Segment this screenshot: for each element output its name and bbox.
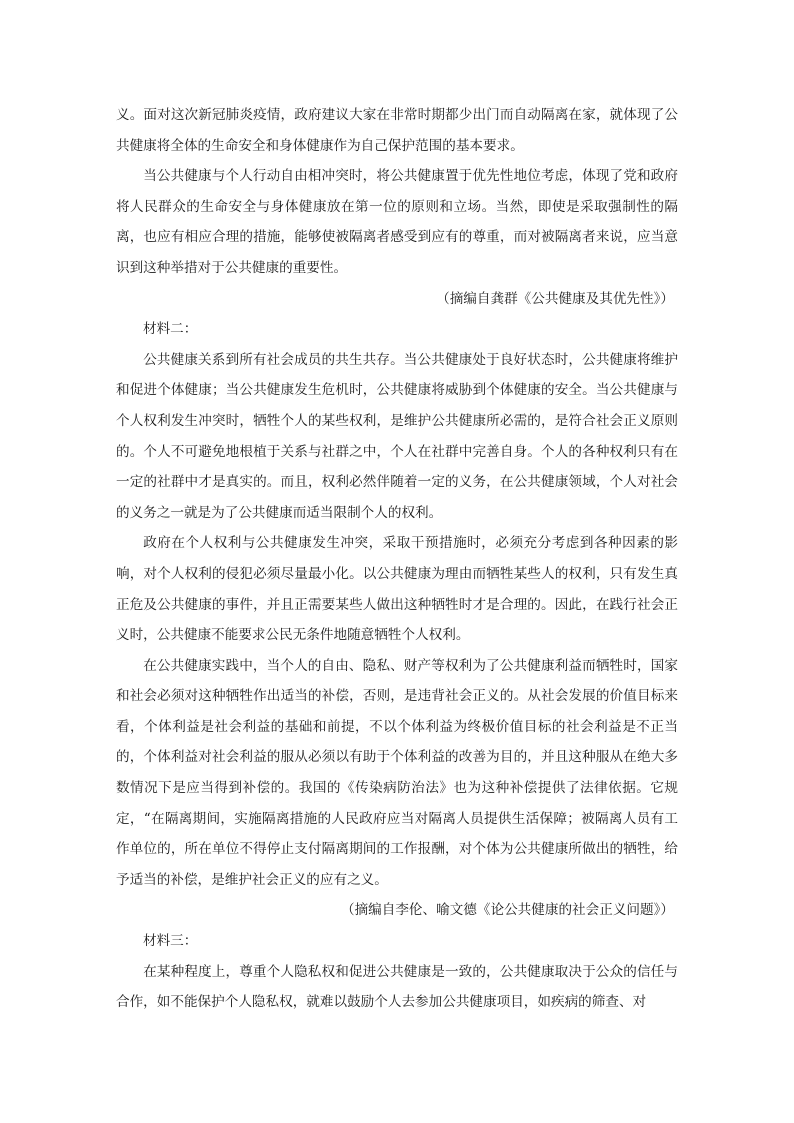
source-citation: （摘编自李伦、喻文德《论公共健康的社会正义问题》）	[340, 902, 674, 919]
material-heading: 材料二：	[143, 321, 198, 338]
paragraph: 公共健康关系到所有社会成员的共生共存。当公共健康处于良好状态时，公共健康将维护和促进个体健康；当公共健康发生危机时，公共健康将威胁到个体健康的安全。当公共健康与个人权利发生冲突时，牺牲个人的某些权利，是维护公共健康所必需的，是符合社会正义原则的。个人不可避免地根植于关系与社群之中，个人在社群中完善自身。个人的各种权利只有在一定的社群中才是真实的。而且，权利必然伴随着一定的义务，在公共健康领域，个人对社会的义务之一就是为了公共健康而适当限制个人的权利。	[116, 351, 678, 521]
paragraph: 在公共健康实践中，当个人的自由、隐私、财产等权利为了公共健康利益而牺牲时，国家和社会必须对这种牺牲作出适当的补偿，否则，是违背社会正义的。从社会发展的价值目标来看，个体利益是社会利益的基础和前提，不以个体利益为终极价值目标的社会利益是不正当的，个体利益对社会利益的服从必须以有助于个体利益的改善为目的，并且这种服从在绝大多数情况下是应当得到补偿的。我国的《传染病防治法》也为这种补偿提供了法律依据。它规定，“在隔离期间，实施隔离措施的人民政府应当对隔离人员提供生活保障；被隔离人员有工作单位的，所在单位不得停止支付隔离期间的工作报酬，对个体为公共健康所做出的牺牲，给予适当的补偿，是维护社会正义的应有之义。	[116, 657, 678, 888]
document-page	[116, 100, 678, 1018]
source-citation: （摘编自龚群《公共健康及其优先性》）	[436, 290, 674, 307]
paragraph: 义。面对这次新冠肺炎疫情，政府建议大家在非常时期都少出门而自动隔离在家，就体现了公共健康将全体的生命安全和身体健康作为自己保护范围的基本要求。	[116, 107, 678, 154]
material-heading: 材料三：	[143, 933, 198, 950]
paragraph: 在某种程度上，尊重个人隐私权和促进公共健康是一致的，公共健康取决于公众的信任与合作，如不能保护个人隐私权，就难以鼓励个人去参加公共健康项目，如疾病的筛查、对	[116, 963, 678, 1011]
paragraph: 政府在个人权利与公共健康发生冲突，采取干预措施时，必须充分考虑到各种因素的影响，对个人权利的侵犯必须尽量最小化。以公共健康为理由而牺牲某些人的权利，只有发生真正危及公共健康的事件，并且正需要某些人做出这种牺牲时才是合理的。因此，在践行社会正义时，公共健康不能要求公民无条件地随意牺牲个人权利。	[116, 535, 678, 644]
paragraph: 当公共健康与个人行动自由相冲突时，将公共健康置于优先性地位考虑，体现了党和政府将人民群众的生命安全与身体健康放在第一位的原则和立场。当然，即使是采取强制性的隔离，也应有相应合理的措施，能够使被隔离者感受到应有的尊重，而对被隔离者来说，应当意识到这种举措对于公共健康的重要性。	[116, 168, 678, 276]
